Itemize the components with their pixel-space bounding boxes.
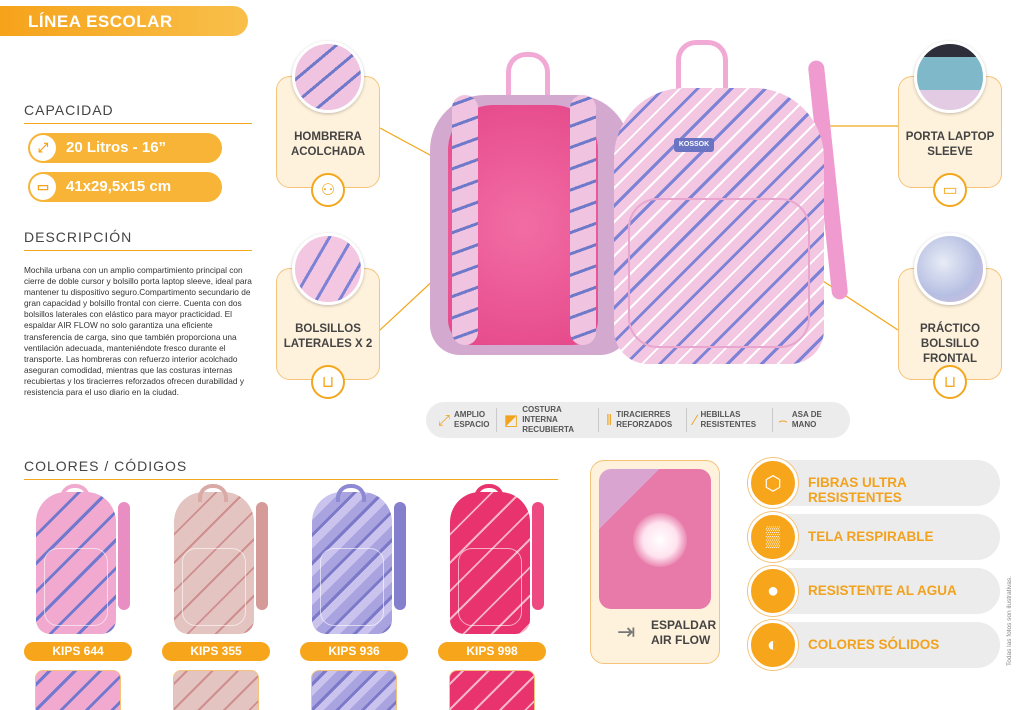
colors-title: COLORES / CÓDIGOS: [24, 458, 188, 474]
product-kips-644: [22, 486, 134, 636]
callout-hombrera-photo: [292, 41, 364, 113]
product-kips-644-bag: [36, 492, 116, 634]
backpack-back-view: [430, 95, 630, 355]
feature-fibras: [748, 460, 1000, 506]
laptop-icon: ▭: [933, 173, 967, 207]
capacity-title: CAPACIDAD: [24, 102, 114, 118]
bag-pocket: [458, 548, 522, 626]
code-kips-936: KIPS 936: [300, 642, 408, 661]
feature-tiracierres: ‖ TIRACIERRES REFORZADOS: [606, 410, 673, 429]
front-pocket: [628, 198, 810, 348]
callout-laptop-label: PORTA LAPTOP SLEEVE: [905, 131, 995, 158]
bag-strap: [118, 502, 130, 610]
product-kips-998: [436, 486, 548, 636]
palette-icon: ◐: [748, 620, 798, 670]
description-text: Mochila urbana con un amplio compartimiento principal con cierre de doble cursor y bolsillo porta laptop sleeve, ideal para mantener tu dispositivo seguro.Compartimento secundario de gran capacidad y bolsillo frontal con cierre. Cuenta con dos bolsillos laterales con elástico para mayor practicidad. El espaldar AIR FLOW no solo garantiza una eficiente transferencia de carga, sino que también proporciona una ventilación adecuada, manteniéndote fresco durante el transporte. Las hombreras con refuerzo interior acolchado aseguran comodidad, mientras que las costuras internas recubiertas y los tiracierres reforzados ofrecen durabilidad y resistencia para el uso diario en la ciudad.: [24, 265, 252, 398]
buckle-icon: ∕: [694, 411, 697, 429]
feature-amplio-espacio: ⤢ AMPLIO ESPACIO: [438, 410, 490, 429]
ruler-icon: ▭: [30, 174, 56, 200]
callout-bolsillos-photo: [292, 233, 364, 305]
bag-strap: [394, 502, 406, 610]
expand-arrows-icon: ⤢: [30, 135, 56, 161]
capacity-liters-value: 20 Litros - 16”: [66, 139, 167, 156]
feature-asa: ⌢ ASA DE MANO: [778, 410, 822, 429]
airflow-puff: [633, 513, 687, 567]
backpack-front-view: [614, 88, 824, 364]
feature-divider: [772, 408, 773, 432]
bag-pocket: [320, 548, 384, 626]
bag-handle: [474, 484, 504, 502]
feature-divider: [496, 408, 497, 432]
feature-divider: [686, 408, 687, 432]
code-kips-644: KIPS 644: [24, 642, 132, 661]
product-kips-355-bag: [174, 492, 254, 634]
feature-bar: [426, 402, 850, 438]
product-kips-936-bag: [312, 492, 392, 634]
callout-frontal-label: PRÁCTICO BOLSILLO FRONTAL: [919, 323, 981, 365]
bag-handle: [60, 484, 90, 502]
seam-icon: ◩: [504, 412, 519, 429]
bag-strap: [256, 502, 268, 610]
water-drop-icon: ●: [748, 566, 798, 616]
product-kips-936: [298, 486, 410, 636]
airflow-icon: ⇥: [617, 619, 636, 644]
code-kips-998: KIPS 998: [438, 642, 546, 661]
callout-bolsillos: [276, 268, 380, 391]
space-icon: ⤢: [438, 411, 451, 429]
airflow-box: [590, 460, 720, 664]
callout-hombrera: [276, 76, 380, 199]
product-kips-998-bag: [450, 492, 530, 634]
airflow-label: ESPALDAR AIR FLOW: [651, 618, 717, 647]
feature-colores: [748, 622, 1000, 668]
bag-pocket: [44, 548, 108, 626]
callout-hombrera-label: HOMBRERA ACOLCHADA: [290, 131, 366, 158]
person-icon: ⚇: [311, 173, 345, 207]
right-shoulder-strap: [570, 95, 596, 345]
handle-icon: ⌢: [778, 411, 788, 429]
fiber-icon: ⬡: [748, 458, 798, 508]
swatch-kips-936: [311, 670, 397, 710]
product-kips-355: [160, 486, 272, 636]
pocket-icon: ⊔: [311, 365, 345, 399]
bag-handle: [198, 484, 228, 502]
swatch-kips-355: [173, 670, 259, 710]
callout-frontal-photo: [914, 233, 986, 305]
swatch-kips-644: [35, 670, 121, 710]
brand-logo: KOSSOK: [674, 138, 714, 152]
feature-costura: ◩ COSTURA INTERNA RECUBIERTA: [504, 405, 575, 434]
bag-pocket: [182, 548, 246, 626]
bag-handle: [336, 484, 366, 502]
feature-colores-label: COLORES SÓLIDOS: [808, 637, 940, 652]
feature-agua: [748, 568, 1000, 614]
feature-divider: [598, 408, 599, 432]
feature-fibras-label: FIBRAS ULTRA RESISTENTES: [808, 475, 907, 505]
capacity-size-value: 41x29,5x15 cm: [66, 178, 172, 195]
callout-frontal: [898, 268, 1002, 391]
left-shoulder-strap: [452, 95, 478, 345]
bag-strap: [532, 502, 544, 610]
airflow-photo: [599, 469, 711, 609]
code-kips-355: KIPS 355: [162, 642, 270, 661]
callout-laptop: [898, 76, 1002, 199]
header-title: LÍNEA ESCOLAR: [28, 12, 173, 31]
zipper-icon: ‖: [606, 411, 613, 429]
feature-tela-label: TELA RESPIRABLE: [808, 529, 934, 544]
feature-tela: [748, 514, 1000, 560]
callout-laptop-photo: [914, 41, 986, 113]
callout-bolsillos-label: BOLSILLOS LATERALES X 2: [283, 323, 373, 350]
pocket-icon: ⊔: [933, 365, 967, 399]
feature-agua-label: RESISTENTE AL AGUA: [808, 583, 957, 598]
breathable-icon: ▒: [748, 512, 798, 562]
feature-hebillas: ∕ HEBILLAS RESISTENTES: [694, 410, 757, 429]
description-title: DESCRIPCIÓN: [24, 229, 133, 245]
disclaimer-note: Todas las fotos son ilustrativas.: [1006, 576, 1013, 666]
swatch-kips-998: [449, 670, 535, 710]
